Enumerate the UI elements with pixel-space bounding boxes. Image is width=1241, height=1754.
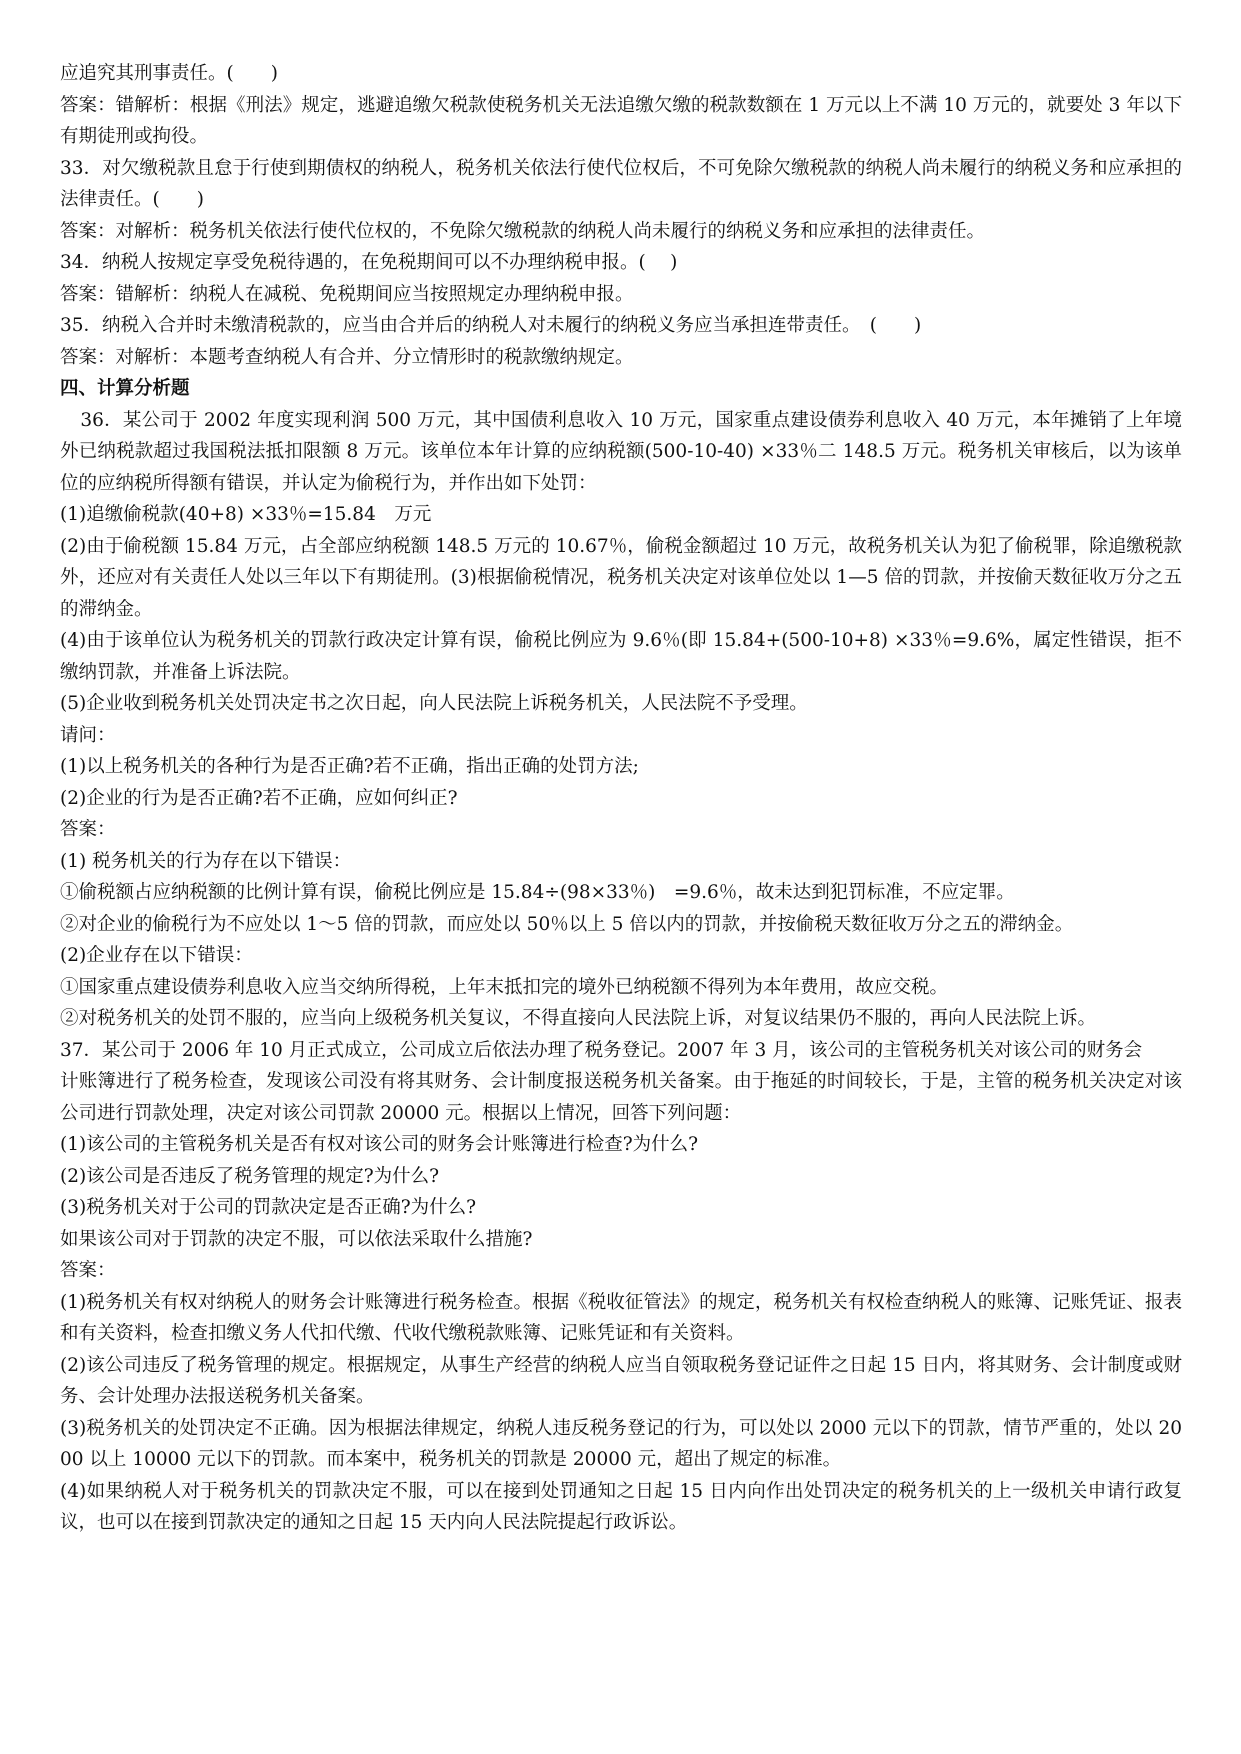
answer-37-point-2: (2)该公司违反了税务管理的规定。根据规定，从事生产经营的纳税人应当自领取税务登记证件之日起 15 日内，将其财务、会计制度或财务、会计处理办法报送税务机关备案。 (60, 1354, 1182, 1407)
q37-ask-1: (1)该公司的主管税务机关是否有权对该公司的财务会计账簿进行检查?为什么? (60, 1134, 699, 1155)
q37-ask-3: (3)税务机关对于公司的罚款决定是否正确?为什么? (60, 1197, 477, 1218)
question-37: 37．某公司于 2006 年 10 月正式成立，公司成立后依法办理了税务登记。2007 年 3 月，该公司的主管税务机关对该公司的财务会 (60, 1039, 1143, 1061)
q36-ask-1: (1)以上税务机关的各种行为是否正确?若不正确，指出正确的处罚方法; (60, 756, 639, 777)
answer-36-point-2b: ②对税务机关的处罚不服的，应当向上级税务机关复议，不得直接向人民法院上诉，对复议结果仍不服的，再向人民法院上诉。 (60, 1008, 1097, 1029)
answer-33: 答案：对解析：税务机关依法行使代位权的，不免除欠缴税款的纳税人尚未履行的纳税义务和应承担的法律责任。 (60, 220, 986, 242)
answer-36-point-1a: ①偷税额占应纳税额的比例计算有误，偷税比例应是 15.84÷(98×33％) =9.6％，故未达到犯罚标准，不应定罪。 (60, 882, 1015, 903)
answer-37-point-3: (3)税务机关的处罚决定不正确。因为根据法律规定，纳税人违反税务登记的行为，可以处以 2000 元以下的罚款，情节严重的，处以 2000 以上 10000 元以下的罚款。而本案中，税务机关的罚款是 20000 元，超出了规定的标准。 (60, 1417, 1182, 1470)
question-35: 35．纳税入合并时未缴清税款的，应当由合并后的纳税人对未履行的纳税义务应当承担连带责任。 ( ) (60, 315, 922, 336)
answer-36-label: 答案： (60, 819, 116, 840)
answer-37-point-4: (4)如果纳税人对于税务机关的罚款决定不服，可以在接到处罚通知之日起 15 日内向作出处罚决定的税务机关的上一级机关申请行政复议，也可以在接到罚款决定的通知之日起 15 天内向人民法院提起行政诉讼。 (60, 1480, 1182, 1533)
question-36: 36．某公司于 2002 年度实现利润 500 万元，其中国债利息收入 10 万元，国家重点建设债券利息收入 40 万元，本年摊销了上年境外已纳税款超过我国税法抵扣限额 8 万元。该单位本年计算的应纳税额(500-10-40) ×33％二 148.5 万元。税务机关审核后，以为该单位的应纳税所得额有错误，并认定为偷税行为，并作出如下处罚： (60, 409, 1182, 494)
answer-34: 答案：错解析：纳税人在减税、免税期间应当按照规定办理纳税申报。 (60, 283, 634, 305)
q36-item-5: (5)企业收到税务机关处罚决定书之次日起，向人民法院上诉税务机关，人民法院不予受理。 (60, 693, 808, 714)
answer-37-label: 答案： (60, 1260, 116, 1281)
q36-item-4: (4)由于该单位认为税务机关的罚款行政决定计算有误，偷税比例应为 9.6％(即 15.84+(500-10+8) ×33％=9.6%，属定性错误，拒不缴纳罚款，并准备上诉法院。 (60, 630, 1182, 683)
answer-35: 答案：对解析：本题考查纳税人有合并、分立情形时的税款缴纳规定。 (60, 346, 634, 368)
answer-36-part-1: (1) 税务机关的行为存在以下错误： (60, 850, 352, 872)
answer-37-point-1: (1)税务机关有权对纳税人的财务会计账簿进行税务检查。根据《税收征管法》的规定，税务机关有权检查纳税人的账簿、记账凭证、报表和有关资料，检查扣缴义务人代扣代缴、代收代缴税款账簿、记账凭证和有关资料。 (60, 1291, 1182, 1344)
q37-ask-2: (2)该公司是否违反了税务管理的规定?为什么? (60, 1165, 440, 1187)
answer-36-point-1b: ②对企业的偷税行为不应处以 1～5 倍的罚款，而应处以 50％以上 5 倍以内的罚款，并按偷税天数征收万分之五的滞纳金。 (60, 913, 1074, 935)
question-33: 33．对欠缴税款且怠于行使到期债权的纳税人，税务机关依法行使代位权后，不可免除欠缴税款的纳税人尚未履行的纳税义务和应承担的法律责任。( ) (60, 157, 1182, 210)
q36-item-1: (1)追缴偷税款(40+8) ×33％=15.84 万元 (60, 504, 432, 525)
question-37-continued: 计账簿进行了税务检查，发现该公司没有将其财务、会计制度报送税务机关备案。由于拖延的时间较长，于是，主管的税务机关决定对该公司进行罚款处理，决定对该公司罚款 20000 元。根据以上情况，回答下列问题： (60, 1071, 1182, 1124)
q37-ask-4: 如果该公司对于罚款的决定不服，可以依法采取什么措施? (60, 1228, 533, 1250)
q36-ask-2: (2)企业的行为是否正确?若不正确，应如何纠正? (60, 787, 458, 809)
question-34: 34．纳税人按规定享受免税待遇的，在免税期间可以不办理纳税申报。( ) (60, 252, 678, 273)
answer-32: 答案：错解析：根据《刑法》规定，逃避追缴欠税款使税务机关无法追缴欠缴的税款数额在 1 万元以上不满 10 万元的，就要处 3 年以下有期徒刑或拘役。 (60, 94, 1182, 147)
answer-36-point-2a: ①国家重点建设债券利息收入应当交纳所得税，上年末抵扣完的境外已纳税额不得列为本年费用，故应交税。 (60, 976, 949, 998)
section-heading: 四、计算分析题 (60, 378, 190, 399)
document-page (60, 58, 1182, 1539)
q32-continuation: 应追究其刑事责任。( ) (60, 63, 278, 84)
q36-ask-label: 请问： (60, 724, 116, 746)
answer-36-part-2: (2)企业存在以下错误： (60, 945, 253, 966)
q36-item-2-3: (2)由于偷税额 15.84 万元，占全部应纳税额 148.5 万元的 10.67％，偷税金额超过 10 万元，故税务机关认为犯了偷税罪，除追缴税款外，还应对有关责任人处以三年以下有期徒刑。(3)根据偷税情况，税务机关决定对该单位处以 1—5 倍的罚款，并按偷天数征收万分之五的滞纳金。 (60, 535, 1182, 620)
